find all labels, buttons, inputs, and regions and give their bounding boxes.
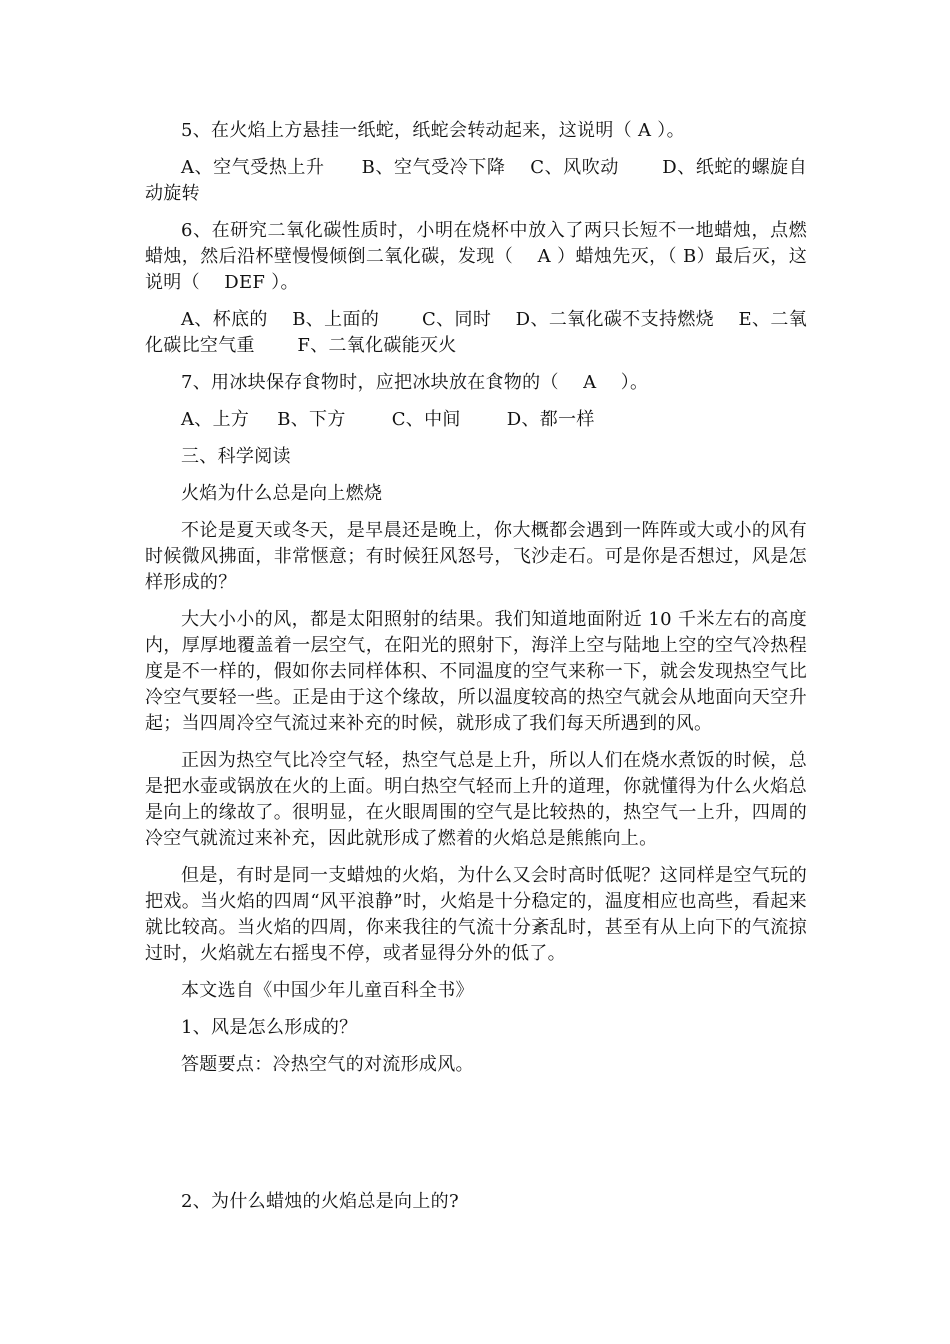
article-paragraph: 正因为热空气比冷空气轻，热空气总是上升，所以人们在烧水煮饭的时候，总是把水壶或锅放在火的上面。明白热空气轻而上升的道理，你就懂得为什么火焰总是向上的缘故了。很明显，在火眼周围的空气是比较热的，热空气一上升，四周的冷空气就流过来补充，因此就形成了燃着的火焰总是熊熊向上。 — [145, 750, 807, 849]
question-6: 6、在研究二氧化碳性质时，小明在烧杯中放入了两只长短不一地蜡烛，点燃蜡烛，然后沿杯壁慢慢倾倒二氧化碳，发现（ A ）蜡烛先灭，（ B）最后灭，这说明（ DEF ）。 — [145, 220, 807, 293]
article-paragraph: 但是，有时是同一支蜡烛的火焰，为什么又会时高时低呢？这同样是空气玩的把戏。当火焰的四周“风平浪静”时，火焰是十分稳定的，温度相应也高些，看起来就比较高。当火焰的四周，你来我往的气流十分紊乱时，甚至有从上向下的气流掠过时，火焰就左右摇曳不停，或者显得分外的低了。 — [145, 865, 807, 964]
article-paragraph: 大大小小的风，都是太阳照射的结果。我们知道地面附近 10 千米左右的高度内，厚厚地覆盖着一层空气，在阳光的照射下，海洋上空与陆地上空的空气冷热程度是不一样的，假如你去同样体积、不同温度的空气来称一下，就会发现热空气比冷空气要轻一些。正是由于这个缘故，所以温度较高的热空气就会从地面向天空升起；当四周冷空气流过来补充的时候，就形成了我们每天所遇到的风。 — [145, 609, 807, 734]
reading-answer-1: 答题要点：冷热空气的对流形成风。 — [181, 1054, 474, 1075]
option-b: B、下方 — [277, 409, 346, 430]
document-page — [145, 118, 807, 1226]
option-a: A、上方 — [181, 409, 250, 430]
question-5: 5、在火焰上方悬挂一纸蛇，纸蛇会转动起来，这说明（ A ）。 — [181, 120, 685, 141]
section-heading: 三、科学阅读 — [181, 446, 291, 467]
question-5-options: A、空气受热上升 B、空气受冷下降 C、风吹动 D、纸蛇的螺旋自动旋转 — [145, 157, 807, 204]
article-source: 本文选自《中国少年儿童百科全书》 — [181, 980, 474, 1001]
option-c: C、中间 — [391, 409, 461, 430]
question-6-options: A、杯底的 B、上面的 C、同时 D、二氧化碳不支持燃烧 E、二氧化碳比空气重 F、二氧化碳能灭火 — [145, 309, 807, 356]
reading-question-1: 1、风是怎么形成的？ — [181, 1017, 358, 1038]
article-paragraph: 不论是夏天或冬天，是早晨还是晚上，你大概都会遇到一阵阵或大或小的风有时候微风拂面，非常惬意；有时候狂风怒号，飞沙走石。可是你是否想过，风是怎样形成的？ — [145, 520, 807, 593]
option-d: D、都一样 — [506, 409, 595, 430]
question-7-options — [145, 407, 807, 433]
question-7: 7、用冰块保存食物时，应把冰块放在食物的（ A ）。 — [181, 372, 649, 393]
article-title: 火焰为什么总是向上燃烧 — [181, 483, 383, 504]
answer-space — [145, 1089, 807, 1189]
reading-question-2: 2、为什么蜡烛的火焰总是向上的? — [181, 1191, 459, 1212]
